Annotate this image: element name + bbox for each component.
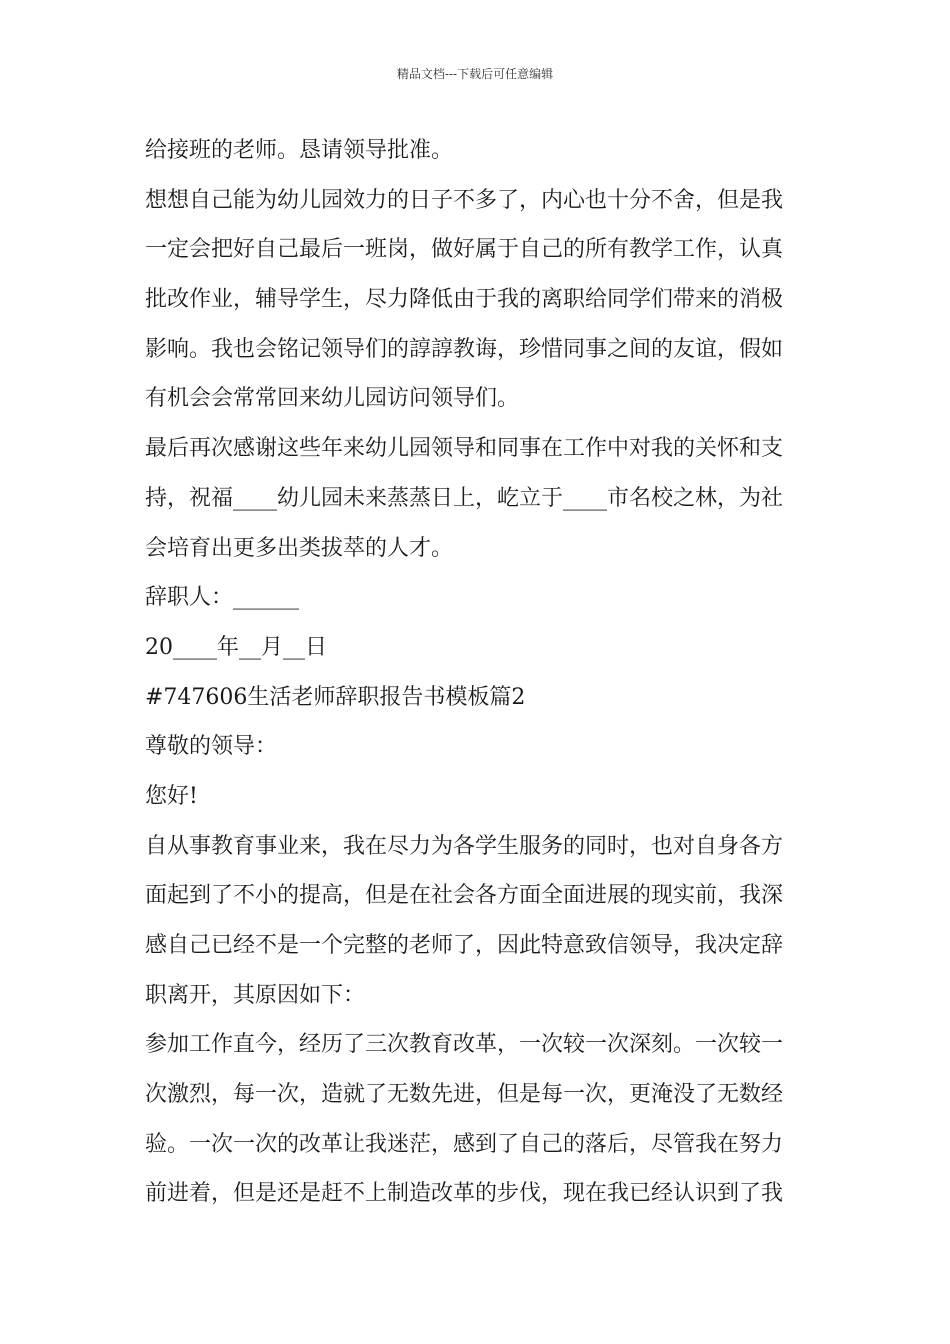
text-line: 次激烈，每一次，造就了无数先进，但是每一次，更淹没了无数经	[145, 1082, 784, 1108]
text-line: 给接班的老师。恳请领导批准。	[145, 138, 454, 163]
text-line: 一定会把好自己最后一班岗，做好属于自己的所有教学工作，认真	[145, 237, 784, 263]
signature-line: 辞职人：______	[145, 585, 300, 611]
text-line: 影响。我也会铭记领导们的諄諄教诲，珍惜同事之间的友谊，假如	[145, 336, 784, 362]
text-line: 持，祝福____幼儿园未来蒸蒸日上，屹立于____市名校之林，为社	[145, 485, 784, 511]
document-body	[145, 126, 810, 1219]
text-line: 最后再次感谢这些年来幼儿园领导和同事在工作中对我的关怀和支	[145, 436, 784, 462]
text-line: 想想自己能为幼儿园效力的日子不多了，内心也十分不舍，但是我	[145, 187, 784, 213]
text-line: 有机会会常常回来幼儿园访问领导们。	[145, 386, 520, 412]
section-title: #747606生活老师辞职报告书模板篇2	[145, 684, 526, 710]
text-line: 职离开，其原因如下：	[145, 982, 366, 1008]
date-line: 20____年__月__日	[145, 634, 327, 660]
page-header: 精品文档---下载后可任意编辑	[396, 67, 554, 81]
text-line: 面起到了不小的提高，但是在社会各方面全面进展的现实前，我深	[145, 883, 784, 909]
text-line: 感自己已经不是一个完整的老师了，因此特意致信领导，我决定辞	[145, 933, 784, 958]
text-line: 批改作业，辅导学生，尽力降低由于我的离职给同学们带来的消极	[145, 287, 784, 313]
text-line: 参加工作直今，经历了三次教育改革，一次较一次深刻。一次较一	[145, 1032, 784, 1058]
text-line: 自从事教育事业来，我在尽力为各学生服务的同时，也对自身各方	[145, 833, 784, 859]
text-line: 前进着，但是还是赶不上制造改革的步伐，现在我已经认识到了我	[145, 1181, 784, 1207]
greeting: 您好!	[145, 783, 198, 809]
text-line: 验。一次一次的改革让我迷茫，感到了自己的落后，尽管我在努力	[145, 1131, 784, 1157]
text-line: 会培育出更多出类拔萃的人才。	[145, 535, 454, 561]
salutation: 尊敬的领导：	[145, 734, 278, 760]
